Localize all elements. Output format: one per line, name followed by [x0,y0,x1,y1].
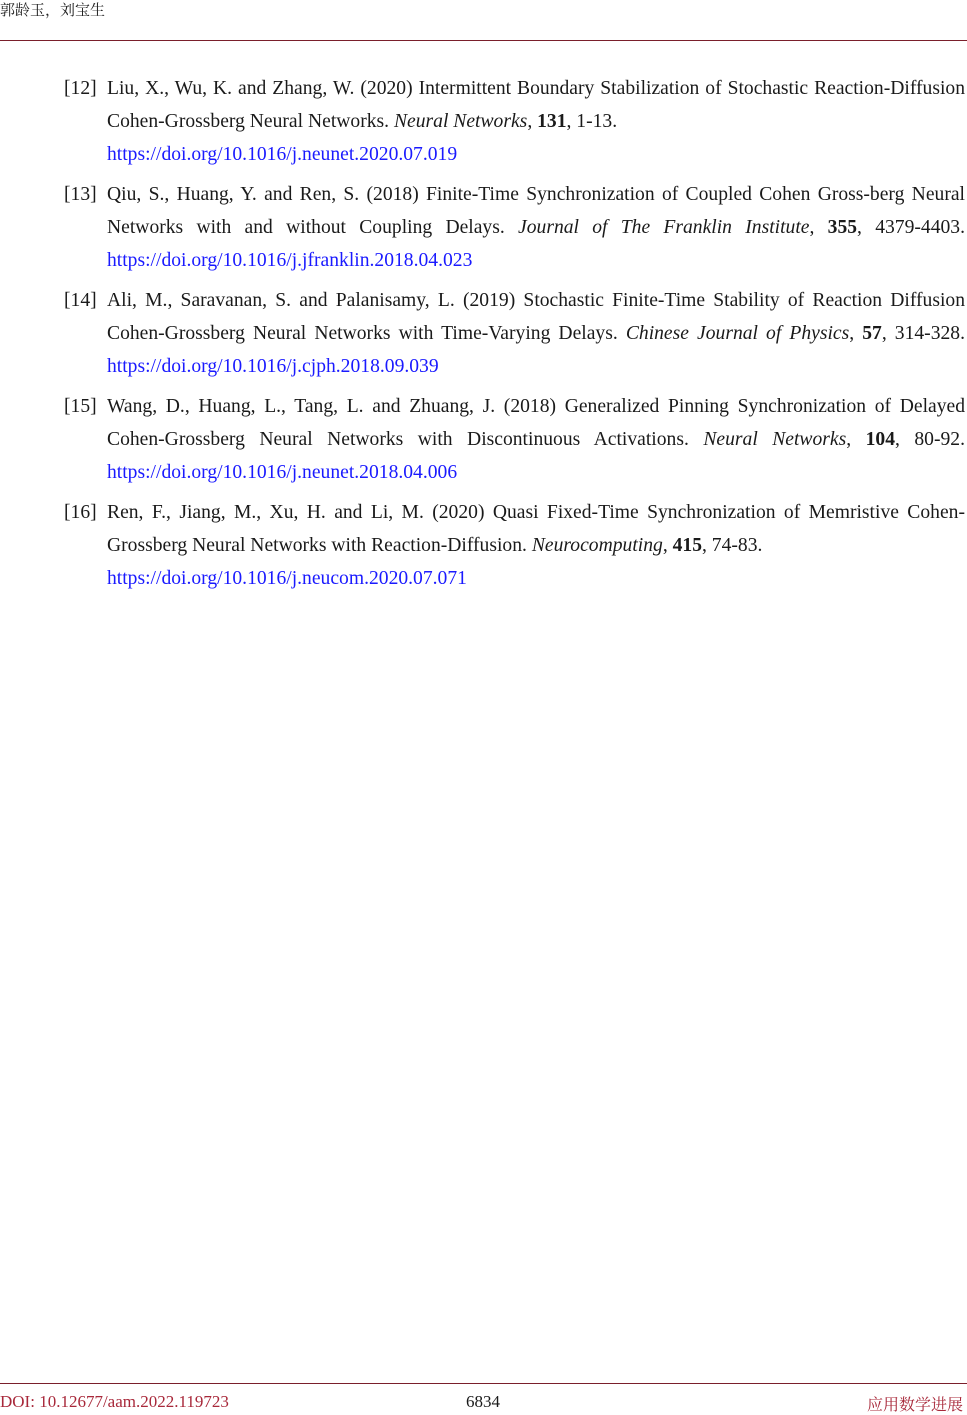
reference-text: Ren, F., Jiang, M., Xu, H. and Li, M. (2020) Quasi Fixed-Time Synchronization of Memristive Cohen-Grossberg Neural Networks with Reaction-Diffusion. [107,502,965,556]
reference-doi-link[interactable]: https://doi.org/10.1016/j.neunet.2018.04.006 [107,462,458,483]
reference-journal: Neurocomputing [531,535,663,556]
reference-pages: , 4379-4403. [857,217,965,238]
reference-text: Wang, D., Huang, L., Tang, L. and Zhuang, J. (2018) Generalized Pinning Synchronization of Delayed Cohen-Grossberg Neural Networks with Discontinuous Activations. [107,396,965,450]
footer-doi: DOI: 10.12677/aam.2022.119723 [0,1392,229,1411]
reference-volume: 104 [865,429,896,450]
reference-item: [14] Ali, M., Saravanan, S. and Palanisamy, L. (2019) Stochastic Finite-Time Stability of Reaction Diffusion Cohen-Grossberg Neural Networks with Time-Varying Delays. Chinese Journal of Physics, 57, 314-328. https://doi.org/10.1016/j.cjph.2018.09.039 [64,284,965,383]
reference-doi-link[interactable]: https://doi.org/10.1016/j.neunet.2020.07.019 [107,144,458,165]
reference-doi-link[interactable]: https://doi.org/10.1016/j.cjph.2018.09.039 [107,356,439,377]
reference-number: [15] [64,396,97,417]
reference-pages: , 314-328. [881,323,965,344]
reference-number: [14] [64,290,97,311]
reference-volume: 415 [672,535,702,556]
reference-journal: Journal of The Franklin Institute [518,217,810,238]
reference-journal: Neural Networks [703,429,847,450]
footer-journal-name: 应用数学进展 [866,1395,963,1414]
reference-volume: 57 [862,323,882,344]
reference-item: [12] Liu, X., Wu, K. and Zhang, W. (2020) Intermittent Boundary Stabilization of Stochastic Reaction-Diffusion Cohen-Grossberg Neural Networks. Neural Networks, 131, 1-13. https://doi.org/10.1016/j.neunet.2020.07.019 [64,72,965,171]
reference-pages: , 80-92. [895,429,965,450]
reference-doi-link[interactable]: https://doi.org/10.1016/j.neucom.2020.07.071 [107,568,467,589]
reference-list [64,72,965,602]
header-divider [0,40,967,41]
reference-pages: , 74-83. [702,535,763,556]
reference-volume: 131 [537,111,567,132]
running-header-authors: 郭龄玉，刘宝生 [0,1,106,19]
reference-number: [13] [64,184,97,205]
reference-doi-link[interactable]: https://doi.org/10.1016/j.jfranklin.2018.04.023 [107,250,473,271]
reference-item: [15] Wang, D., Huang, L., Tang, L. and Zhuang, J. (2018) Generalized Pinning Synchronization of Delayed Cohen-Grossberg Neural Networks with Discontinuous Activations. Neural Networks, 104, 80-92. https://doi.org/10.1016/j.neunet.2018.04.006 [64,390,965,489]
footer-divider [0,1383,967,1384]
reference-text: Qiu, S., Huang, Y. and Ren, S. (2018) Finite-Time Synchronization of Coupled Cohen Gross-berg Neural Networks with and without Coupling Delays. [107,184,965,238]
reference-item: [16] Ren, F., Jiang, M., Xu, H. and Li, M. (2020) Quasi Fixed-Time Synchronization of Memristive Cohen-Grossberg Neural Networks with Reaction-Diffusion. Neurocomputing, 415, 74-83. https://doi.org/10.1016/j.neucom.2020.07.071 [64,496,965,595]
reference-number: [12] [64,78,97,99]
reference-item: [13] Qiu, S., Huang, Y. and Ren, S. (2018) Finite-Time Synchronization of Coupled Cohen Gross-berg Neural Networks with and without Coupling Delays. Journal of The Franklin Institute, 355, 4379-4403. https://doi.org/10.1016/j.jfranklin.2018.04.023 [64,178,965,277]
reference-journal: Chinese Journal of Physics [625,323,850,344]
reference-pages: , 1-13. [566,111,618,132]
reference-journal: Neural Networks [393,111,528,132]
reference-volume: 355 [827,217,858,238]
page-number: 6834 [466,1392,500,1411]
reference-text: Ali, M., Saravanan, S. and Palanisamy, L. (2019) Stochastic Finite-Time Stability of Reaction Diffusion Cohen-Grossberg Neural Networks with Time-Varying Delays. [107,290,965,344]
reference-text: Liu, X., Wu, K. and Zhang, W. (2020) Intermittent Boundary Stabilization of Stochastic Reaction-Diffusion Cohen-Grossberg Neural Networks. [107,78,965,132]
reference-number: [16] [64,502,97,523]
page-footer [0,1392,967,1414]
